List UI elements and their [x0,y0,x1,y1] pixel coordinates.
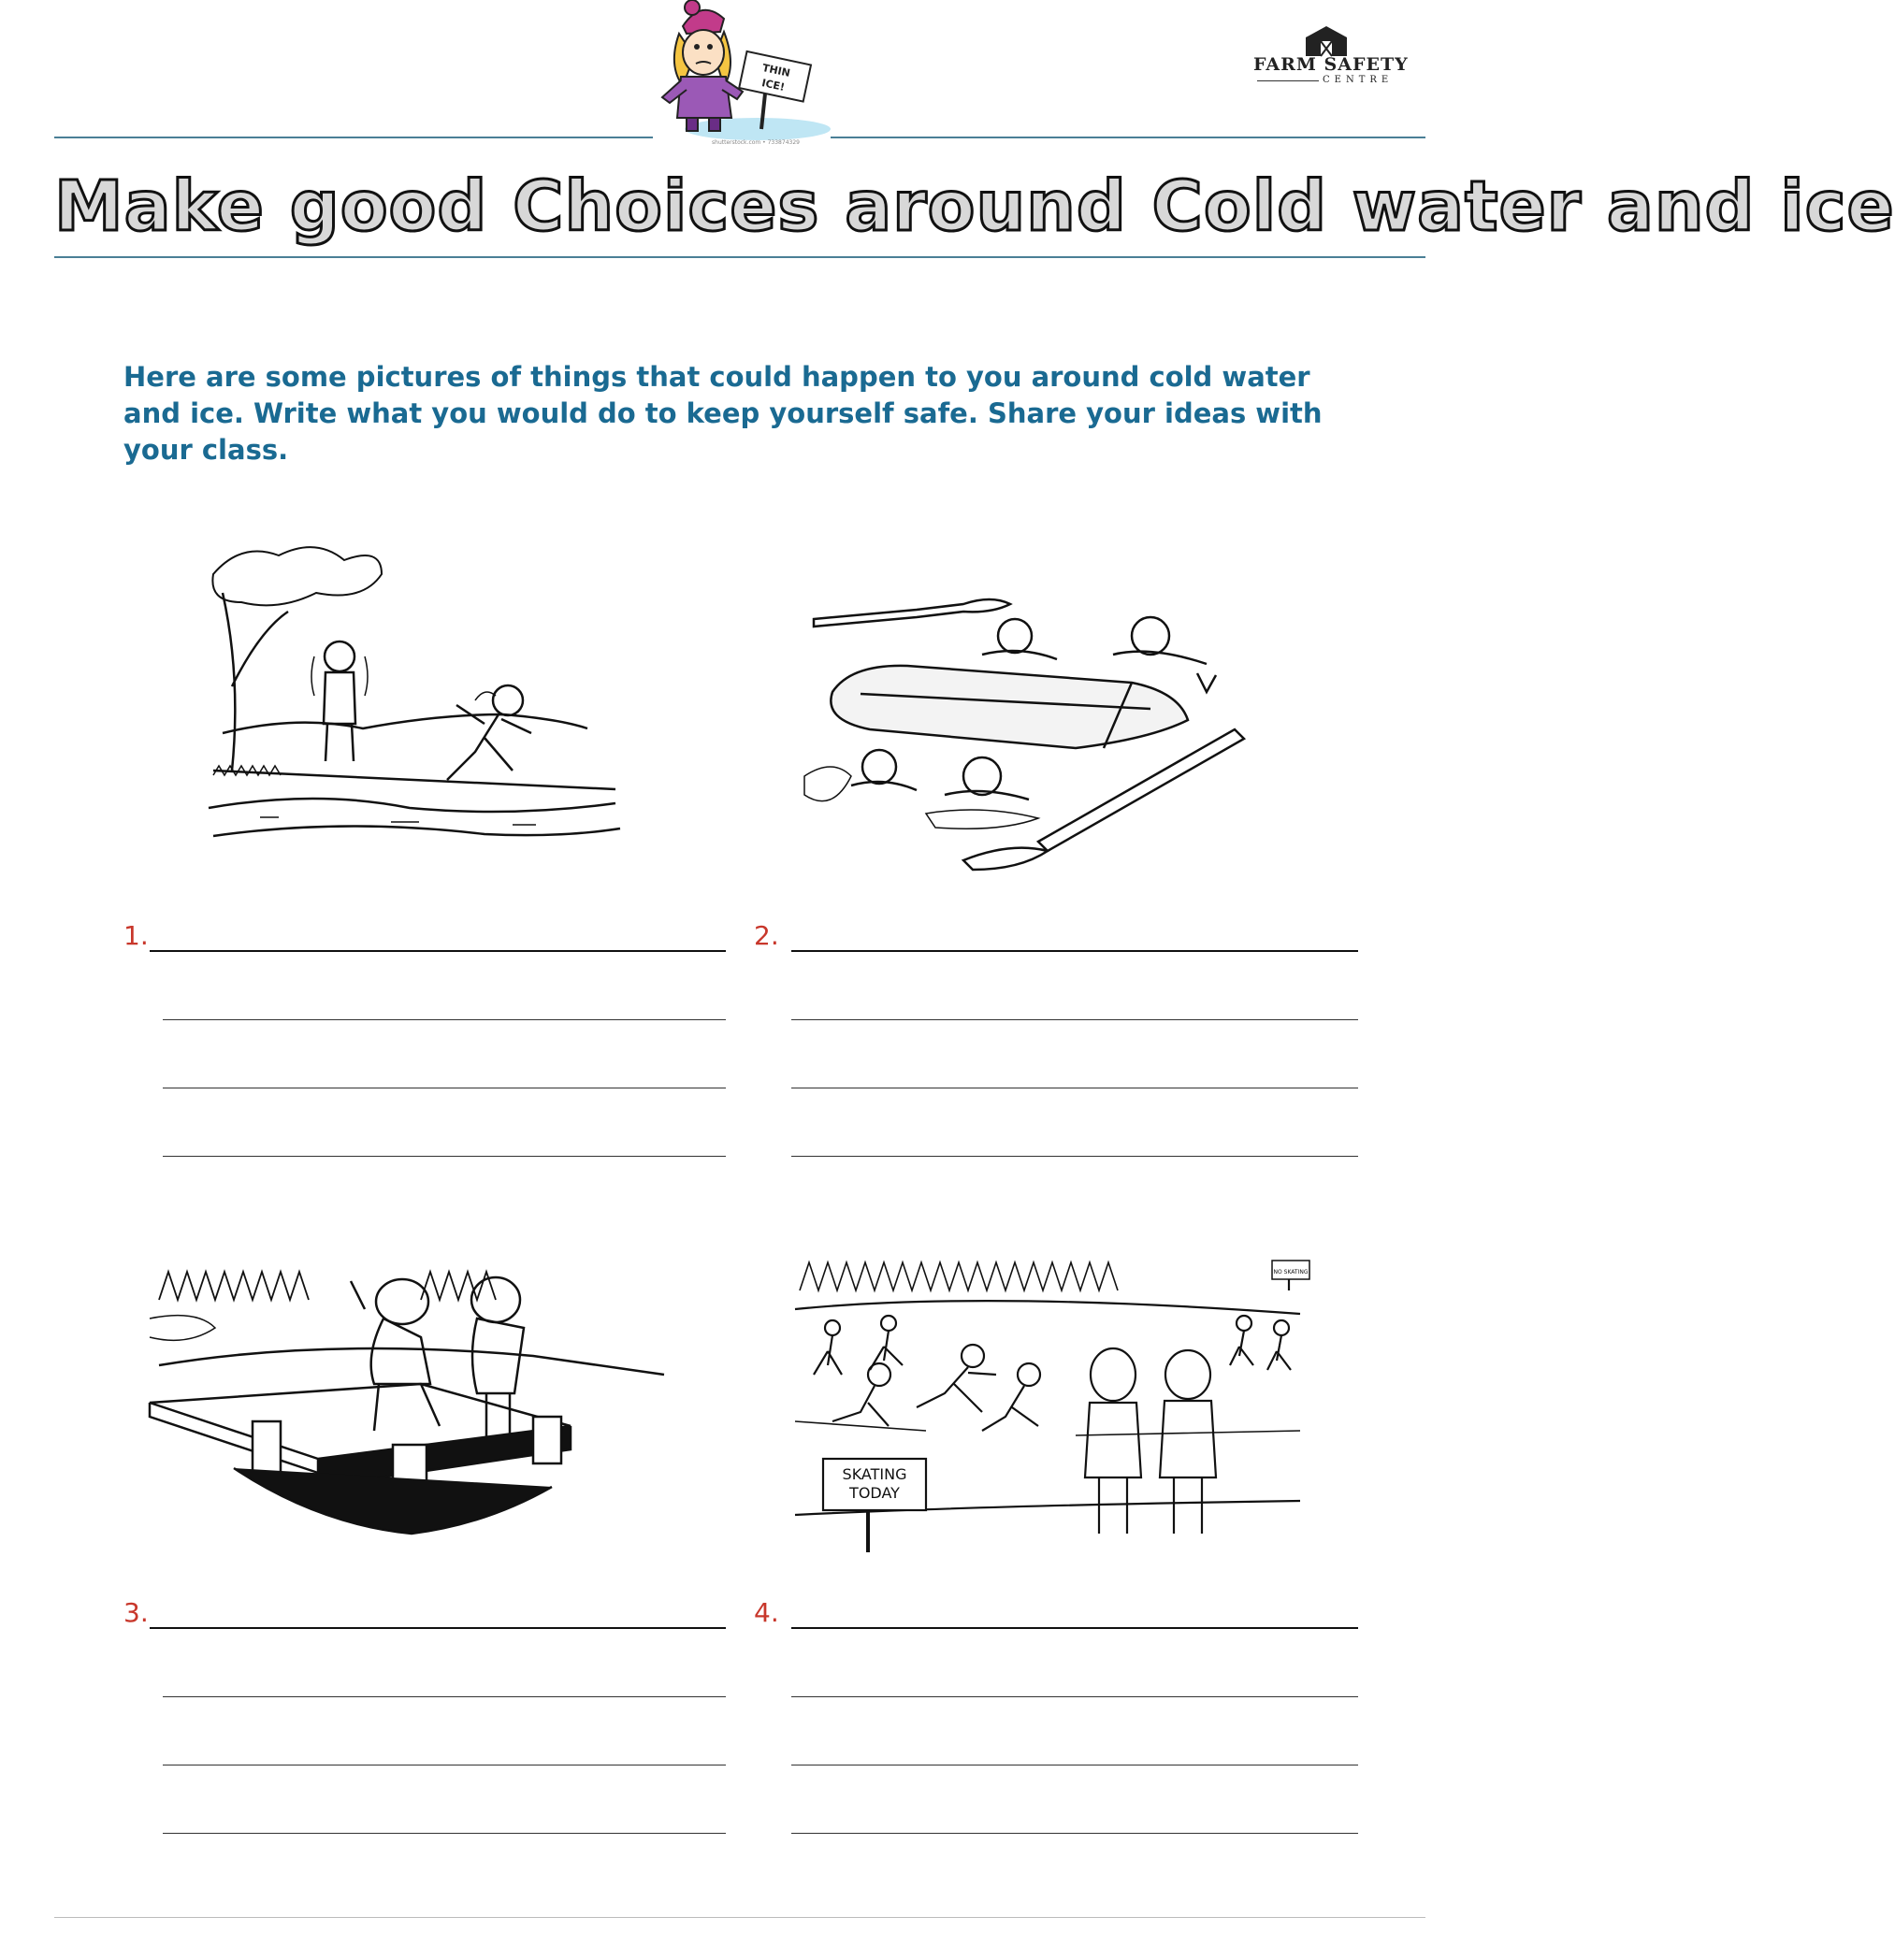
svg-text:TODAY: TODAY [849,1484,900,1502]
question-number-4: 4. [754,1597,779,1628]
skating-sign-text: SKATING [842,1465,907,1483]
answer-1-line-1[interactable] [150,950,726,952]
question-number-2: 2. [754,920,779,951]
mascot-thin-ice-illustration [645,0,832,148]
answer-4-line-1[interactable] [791,1627,1358,1629]
answer-2-line-1[interactable] [791,950,1358,952]
question-number-3: 3. [123,1597,149,1628]
kids-on-dock-icon [140,1244,673,1571]
answer-4-line-2[interactable] [791,1696,1358,1697]
header-rule-right [831,137,1425,138]
answer-2-line-2[interactable] [791,1019,1358,1020]
answer-3-line-4[interactable] [163,1833,726,1834]
capsized-boat-icon [795,589,1263,879]
page-title: Make good Choices around Cold water and ice [54,166,1895,247]
instructions-text: Here are some pictures of things that could happen to you around cold water and ice. Write what you would do to keep yourself safe. Share your ideas with your class. [123,361,1323,466]
answer-1-line-2[interactable] [163,1019,726,1020]
skating-pond-icon [795,1234,1319,1571]
svg-text:THIN: THIN [760,61,791,79]
logo-swoosh [1257,80,1319,81]
no-skating-sign-text: NO SKATING [1273,1269,1309,1275]
title-rule [54,256,1425,258]
logo-line1: FARM SAFETY [1253,54,1409,75]
header-rule-left [54,137,653,138]
question-number-1: 1. [123,920,149,951]
answer-3-line-1[interactable] [150,1627,726,1629]
answer-3-line-2[interactable] [163,1696,726,1697]
answer-4-line-4[interactable] [791,1833,1358,1834]
children-wading-near-water-icon [204,537,625,864]
answer-2-line-4[interactable] [791,1156,1358,1157]
footer-rule [54,1917,1425,1918]
logo-line2: CENTRE [1323,75,1394,85]
mascot-credit-text: shutterstock.com • 733874329 [712,139,800,146]
barn-logo-icon [1302,24,1351,58]
answer-1-line-4[interactable] [163,1156,726,1157]
svg-text:ICE!: ICE! [760,77,787,94]
